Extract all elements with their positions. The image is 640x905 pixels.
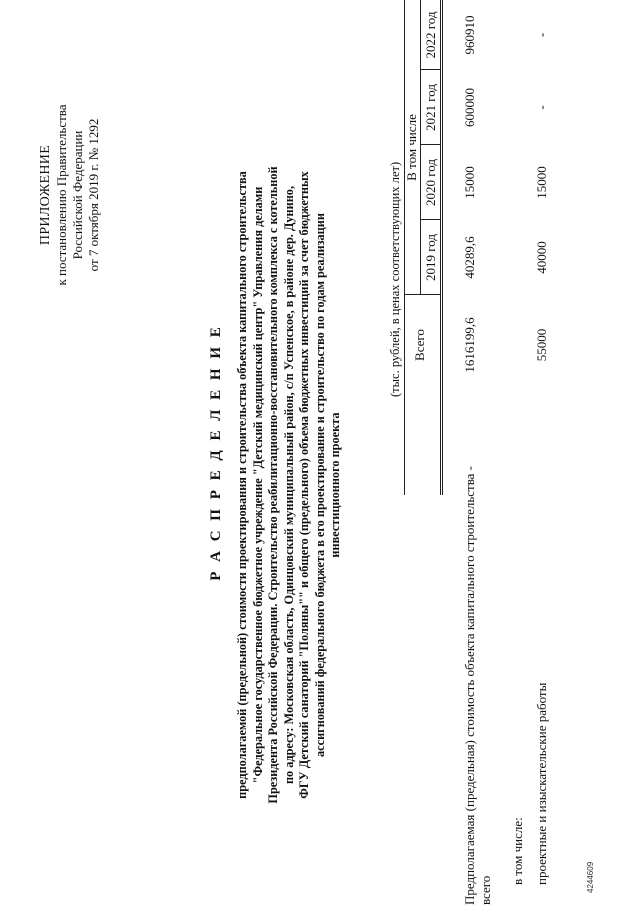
annex-line-1: к постановлению Правительства bbox=[54, 104, 69, 286]
header-year-2019: 2019 год bbox=[423, 234, 438, 281]
annex-title: ПРИЛОЖЕНИЕ bbox=[38, 144, 53, 246]
document-title: Р А С П Р Е Д Е Л Е Н И Е bbox=[208, 324, 224, 581]
units-note: (тыс. рублей, в ценах соответствующих лет) bbox=[388, 161, 402, 397]
row-value: 15000 bbox=[462, 166, 477, 199]
description-line: предполагаемой (предельной) стоимости проектирования и строительства объекта капитального строительства bbox=[235, 171, 249, 799]
distribution-table bbox=[404, 0, 640, 905]
row-value: 40289,6 bbox=[462, 236, 477, 279]
description-line: инвестиционного проекта bbox=[328, 412, 342, 558]
header-year-2021: 2021 год bbox=[423, 84, 438, 131]
row-value: - bbox=[534, 105, 549, 110]
description-line: по адресу: Московская область, Одинцовский муниципальный район, с/п Успенское, в районе дер. Дунино, bbox=[281, 185, 296, 785]
row-total: 1616199,6 bbox=[462, 317, 477, 373]
header-group: В том числе bbox=[404, 114, 419, 181]
annex-line-2: Российской Федерации bbox=[70, 130, 85, 260]
table-header-rule bbox=[442, 0, 443, 495]
document-stamp-number: 4244609 bbox=[586, 861, 595, 893]
row-value: 960910 bbox=[462, 15, 477, 55]
row-label: Предполагаемая (предельная) стоимость объекта капитального строительства - всего bbox=[462, 465, 493, 905]
row-label: проектные и изыскательские работы bbox=[534, 682, 549, 885]
annex-line-3: от 7 октября 2019 г. № 1292 bbox=[86, 118, 101, 272]
header-total: Всего bbox=[412, 329, 427, 361]
header-year-2022: 2022 год bbox=[423, 11, 438, 59]
row-total: 55000 bbox=[534, 328, 549, 362]
table-group-rule bbox=[420, 0, 421, 295]
description-line: ФГУ Детский санаторий "Поляны"" и общего (предельного) объема бюджетных инвестиций за счет бюджетных bbox=[297, 171, 311, 799]
row-value: 600000 bbox=[462, 88, 477, 127]
row-value: - bbox=[534, 32, 549, 38]
row-value: 15000 bbox=[534, 166, 549, 199]
description-line: "Федеральное государственное бюджетное учреждение "Детский медицинский центр" Управления делами bbox=[250, 186, 265, 784]
description-line: Президента Российской Федерации. Строительство реабилитационно-восстановительного комплекса с котельной bbox=[266, 166, 280, 804]
table-header-rule bbox=[440, 0, 441, 495]
row-label: в том числе: bbox=[510, 817, 525, 885]
annex-block bbox=[38, 80, 102, 310]
document-description bbox=[235, 135, 344, 835]
description-line: ассигнований федерального бюджета в его проектирование и строительство по годам реализации bbox=[312, 213, 327, 757]
header-year-2020: 2020 год bbox=[423, 159, 438, 206]
row-value: 40000 bbox=[534, 241, 549, 274]
